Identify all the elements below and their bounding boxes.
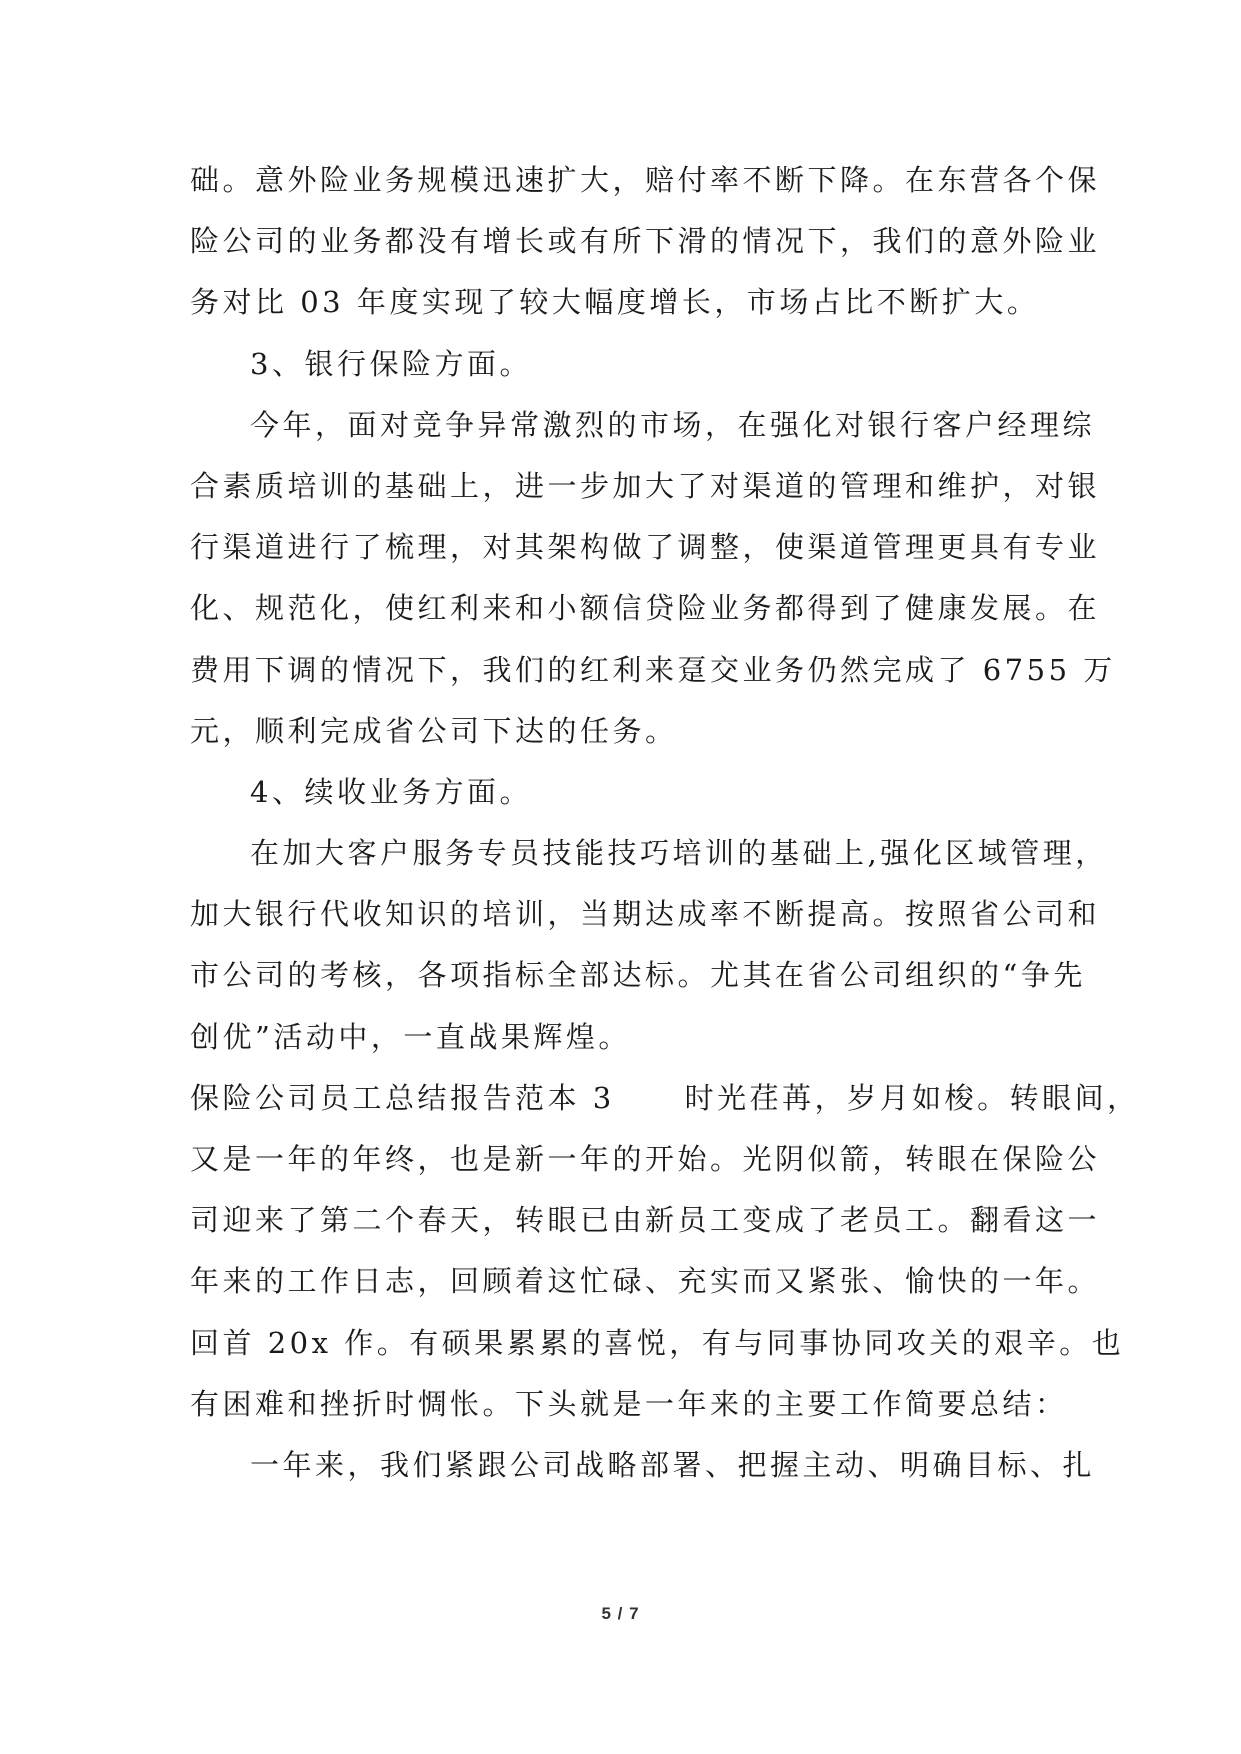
paragraph-line: 务对比 03 年度实现了较大幅度增长，市场占比不断扩大。 xyxy=(190,285,1040,320)
paragraph-line: 年来的工作日志，回顾着这忙碌、充实而又紧张、愉快的一年。 xyxy=(190,1264,1101,1299)
report-title: 保险公司员工总结报告范本 3 xyxy=(190,1080,615,1115)
paragraph-line: 元，顺利完成省公司下达的任务。 xyxy=(190,713,678,748)
paragraph-line: 有困难和挫折时惆怅。下头就是一年来的主要工作简要总结： xyxy=(190,1386,1068,1421)
paragraph-line: 险公司的业务都没有增长或有所下滑的情况下，我们的意外险业 xyxy=(190,224,1101,259)
report-intro-text: 时光荏苒，岁月如梭。转眼间， xyxy=(684,1080,1140,1115)
page-number: 5 / 7 xyxy=(601,1604,640,1623)
paragraph-line: 又是一年的年终，也是新一年的开始。光阴似箭，转眼在保险公 xyxy=(190,1142,1101,1176)
paragraph-line: 今年，面对竞争异常激烈的市场，在强化对银行客户经理综 xyxy=(250,407,1096,442)
paragraph-line: 加大银行代收知识的培训，当期达成率不断提高。按照省公司和 xyxy=(190,897,1101,932)
paragraph-line: 在加大客户服务专员技能技巧培训的基础上,强化区域管理， xyxy=(250,836,1108,871)
paragraph-line: 合素质培训的基础上，进一步加大了对渠道的管理和维护，对银 xyxy=(190,468,1101,503)
paragraph-line: 行渠道进行了梳理，对其架构做了调整，使渠道管理更具有专业 xyxy=(190,530,1101,565)
paragraph-line: 司迎来了第二个春天，转眼已由新员工变成了老员工。翻看这一 xyxy=(190,1203,1101,1238)
paragraph-line: 创优”活动中，一直战果辉煌。 xyxy=(190,1019,631,1054)
report-heading-line xyxy=(190,1068,1140,1129)
paragraph-line: 一年来，我们紧跟公司战略部署、把握主动、明确目标、扎 xyxy=(250,1447,1096,1482)
section-heading-bank-insurance: 3、银行保险方面。 xyxy=(250,346,532,381)
paragraph-line: 化、规范化，使红利来和小额信贷险业务都得到了健康发展。在 xyxy=(190,591,1101,626)
paragraph-line: 回首 20x 作。有硕果累累的喜悦，有与同事协同攻关的艰辛。也 xyxy=(190,1325,1125,1360)
paragraph-line: 费用下调的情况下，我们的红利来趸交业务仍然完成了 6755 万 xyxy=(190,652,1116,687)
section-heading-renewal: 4、续收业务方面。 xyxy=(250,774,532,809)
paragraph-line: 础。意外险业务规模迅速扩大，赔付率不断下降。在东营各个保 xyxy=(190,163,1101,197)
document-body xyxy=(190,150,1140,1496)
paragraph-line: 市公司的考核，各项指标全部达标。尤其在省公司组织的“争先 xyxy=(190,958,1086,993)
